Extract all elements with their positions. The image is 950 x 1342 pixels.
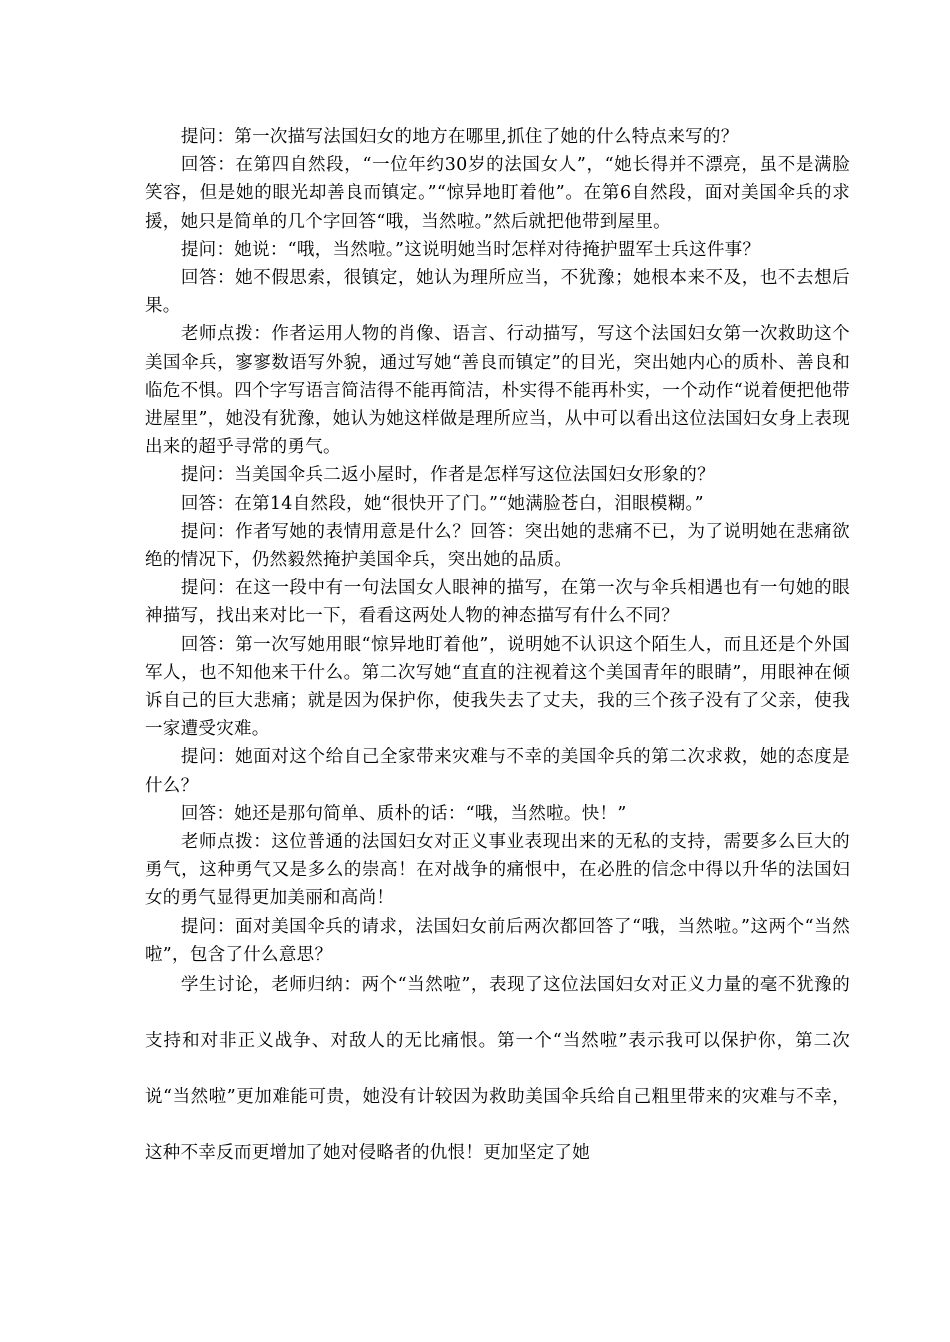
paragraph-question-4: 提问：作者写她的表情用意是什么？回答：突出她的悲痛不已，为了说明她在悲痛欲绝的情况下，仍然毅然掩护美国伞兵，突出她的品质。: [145, 521, 850, 571]
paragraph-question-2: 提问：她说：“哦，当然啦。”这说明她当时怎样对待掩护盟军士兵这件事？: [180, 239, 761, 260]
paragraph-discussion: 学生讨论，老师归纳：两个“当然啦”，表现了这位法国妇女对正义力量的毫不犹豫的支持和对非正义战争、对敌人的无比痛恨。第一个“当然啦”表示我可以保护你，第二次说“当然啦”更加难能可贵，她没有计较因为救助美国伞兵给自己粗里带来的灾难与不幸，这种不幸反而更增加了她对侵略者的仇恨！更加坚定了她: [145, 975, 850, 1164]
paragraph-teacher-note-2: 老师点拨：这位普通的法国妇女对正义事业表现出来的无私的支持，需要多么巨大的勇气，这种勇气又是多么的崇高！在对战争的痛恨中，在必胜的信念中得以升华的法国妇女的勇气显得更加美丽和高尚！: [145, 832, 850, 909]
document-body: [145, 123, 850, 1181]
paragraph-answer-5: 回答：第一次写她用眼“惊异地盯着他”，说明她不认识这个陌生人，而且还是个外国军人，也不知他来干什么。第二次写她“直直的注视着这个美国青年的眼睛”，用眼神在倾诉自己的巨大悲痛；就是因为保护你，使我失去了丈夫，我的三个孩子没有了父亲，使我一家遭受灾难。: [145, 634, 850, 740]
paragraph-question-7: 提问：面对美国伞兵的请求，法国妇女前后两次都回答了“哦，当然啦。”这两个“当然啦”，包含了什么意思？: [145, 916, 850, 965]
paragraph-question-3: 提问：当美国伞兵二返小屋时，作者是怎样写这位法国妇女形象的？: [180, 465, 715, 486]
paragraph-answer-3: 回答：在第14自然段，她“很快开了门。”“她满脸苍白，泪眼模糊。”: [180, 493, 704, 514]
paragraph-question-1: 提问：第一次描写法国妇女的地方在哪里,抓住了她的什么特点来写的？: [180, 127, 739, 147]
paragraph-question-5: 提问：在这一段中有一句法国女人眼神的描写，在第一次与伞兵相遇也有一句她的眼神描写，找出来对比一下，看看这两处人物的神态描写有什么不同？: [145, 578, 850, 627]
paragraph-answer-2: 回答：她不假思索，很镇定，她认为理所应当，不犹豫；她根本来不及，也不去想后果。: [145, 268, 850, 317]
paragraph-question-6: 提问：她面对这个给自己全家带来灾难与不幸的美国伞兵的第二次求救，她的态度是什么？: [145, 747, 850, 796]
paragraph-teacher-note-1: 老师点拨：作者运用人物的肖像、语言、行动描写，写这个法国妇女第一次救助这个美国伞兵，寥寥数语写外貌，通过写她“善良而镇定”的目光，突出她内心的质朴、善良和临危不惧。四个字写语言简洁得不能再简洁，朴实得不能再朴实，一个动作“说着便把他带进屋里”，她没有犹豫，她认为她这样做是理所应当，从中可以看出这位法国妇女身上表现出来的超乎寻常的勇气。: [145, 324, 850, 458]
paragraph-answer-6: 回答：她还是那句简单、质朴的话：“哦，当然啦。快！”: [180, 803, 627, 824]
paragraph-answer-1: 回答：在第四自然段，“一位年约30岁的法国女人”，“她长得并不漂亮，虽不是满脸笑容，但是她的眼光却善良而镇定。”“惊异地盯着他”。在第6自然段，面对美国伞兵的求援，她只是简单的几个字回答“哦，当然啦。”然后就把他带到屋里。: [145, 155, 850, 232]
